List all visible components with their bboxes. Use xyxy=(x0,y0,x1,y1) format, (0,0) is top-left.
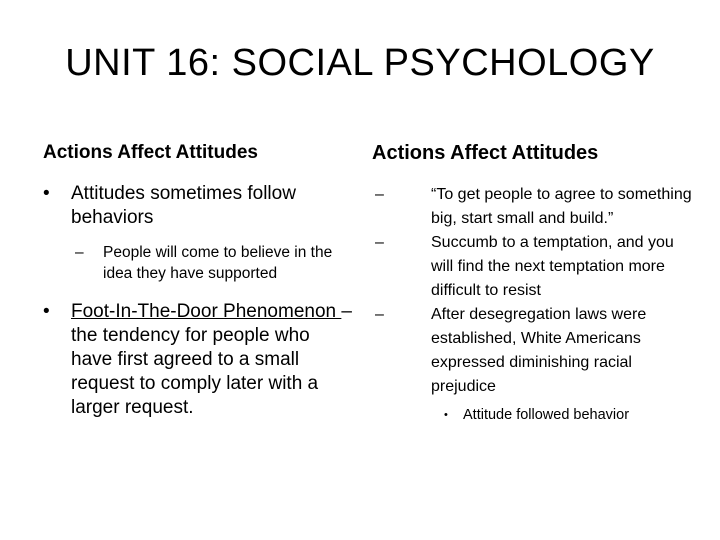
right-subitem-attitude xyxy=(372,405,692,425)
right-item-text: Succumb to a temptation, and you will find the next temptation more difficult to resist xyxy=(431,234,674,299)
left-bullet-text: Attitudes sometimes follow behaviors xyxy=(71,183,296,228)
dash-glyph: – xyxy=(375,306,384,323)
right-item-text: “To get people to agree to something big, start small and build.” xyxy=(431,186,692,227)
right-subitem-text: Attitude followed behavior xyxy=(463,407,630,423)
slide-title: UNIT 16: SOCIAL PSYCHOLOGY xyxy=(65,42,655,84)
right-item-quote xyxy=(372,183,692,231)
right-list xyxy=(372,183,692,425)
bullet-marker: • xyxy=(43,183,50,204)
left-list xyxy=(43,182,353,420)
left-column xyxy=(43,142,353,420)
right-item-desegregation xyxy=(372,303,692,399)
left-subbullet-believe xyxy=(43,242,353,284)
left-bullet-attitudes xyxy=(43,182,353,230)
left-subbullet-text: People will come to believe in the idea they have supported xyxy=(103,244,333,282)
dash-glyph: – xyxy=(375,186,384,203)
dash-glyph: – xyxy=(375,234,384,251)
right-heading: Actions Affect Attitudes xyxy=(372,142,599,164)
bullet-marker: • xyxy=(43,301,50,322)
dash-marker: – xyxy=(75,244,84,261)
right-item-text: After desegregation laws were established, White Americans expressed diminishing racial prejudice xyxy=(431,306,647,395)
left-heading: Actions Affect Attitudes xyxy=(43,142,258,163)
foot-in-door-term: Foot-In-The-Door Phenomenon xyxy=(71,301,342,322)
left-bullet-foot-in-door xyxy=(43,300,353,420)
right-item-temptation xyxy=(372,231,692,303)
bullet-marker: • xyxy=(444,409,448,421)
foot-in-door-definition: – the tendency for people who have first agreed to a small request to comply later with a larger request. xyxy=(71,301,352,418)
right-column xyxy=(372,142,692,425)
